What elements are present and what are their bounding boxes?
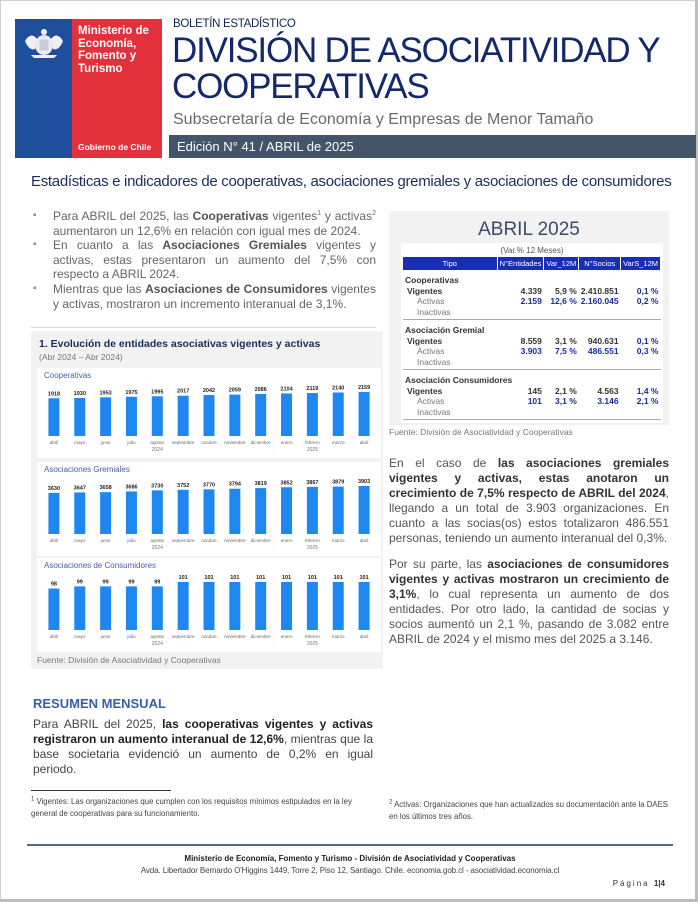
cell-var (544, 357, 579, 370)
table-row (403, 357, 661, 370)
data-label: 1930 (73, 390, 86, 397)
x-tick-label: diciembre (250, 538, 271, 543)
cell-entidades: 8.559 (520, 335, 542, 346)
bar[interactable] (126, 586, 137, 630)
chart-source: Fuente: División de Asociatividad y Cooperativas (37, 655, 221, 665)
text-bold: Asociaciones Gremiales (162, 238, 307, 253)
stats-source: Fuente: División de Asociatividad y Cooperativas (389, 427, 573, 437)
stats-heading: ABRIL 2025 (478, 219, 580, 240)
cell-label: Activas (417, 296, 445, 306)
bar[interactable] (359, 392, 370, 436)
bar[interactable] (126, 491, 137, 534)
table-group-row (403, 270, 661, 286)
cell-vars (621, 407, 661, 420)
cell-label: Activas (417, 346, 445, 356)
logo-red-panel (72, 19, 162, 158)
bar[interactable] (74, 398, 85, 436)
cell-var: 12,6 % (550, 296, 577, 306)
column-header-entidades[interactable]: N°Entidades (497, 257, 544, 270)
page-subtitle: Subsecretaría de Economía y Empresas de Menor Tamaño (173, 111, 594, 128)
x-tick-label: mayo (74, 440, 86, 445)
x-tick-label: septiembre (171, 440, 195, 445)
cell-entidades (497, 357, 544, 370)
text: vigentes (268, 209, 318, 223)
column-header-tipo[interactable]: Tipo (403, 257, 497, 270)
x-tick-label: octubre (201, 634, 217, 639)
stats-table-container (401, 243, 663, 423)
stats-var-note: (Var.% 12 Meses) (500, 246, 564, 255)
cell-label: Vigentes (407, 335, 443, 346)
x-tick-label: enero (280, 634, 293, 639)
group-name: Asociación Gremial (405, 325, 485, 335)
chart-panel-subtitle: (Abr 2024 – Abr 2024) (39, 352, 123, 362)
data-label: 3730 (151, 483, 164, 490)
data-label: 3770 (202, 482, 216, 489)
footnote-2 (389, 799, 669, 823)
ministry-line: Economía, (78, 37, 137, 50)
cell-var (544, 307, 579, 320)
cell-var (544, 407, 579, 420)
bar[interactable] (48, 589, 59, 630)
cell-var: 3,1 % (555, 335, 577, 346)
chart-title: Asociaciones de Consumidores (44, 561, 157, 570)
title-line-2: COOPERATIVAS (172, 67, 429, 106)
stats-table-body (403, 270, 661, 420)
text: aumentaron un 12,6% en relación con igual mes de 2024. (53, 223, 361, 238)
ministry-line: Ministerio de (78, 25, 149, 37)
page-word: Página (612, 879, 650, 888)
bar[interactable] (204, 489, 215, 534)
bulletin-kicker: BOLETÍN ESTADÍSTICO (173, 18, 296, 30)
bar[interactable] (307, 582, 318, 630)
text-bold: las asociaciones gremiales vigentes y activas, estas anotaron un crecimiento de 7,5% respecto de ABRIL del 2024 (389, 456, 669, 500)
year-group-label: 2025 (306, 641, 318, 647)
cell-vars: 0,2 % (636, 296, 659, 306)
data-label: 101 (204, 575, 214, 581)
data-label: 3658 (99, 485, 112, 492)
footnote-number: 2 (389, 799, 393, 806)
cell-var: 5,9 % (555, 285, 577, 296)
x-tick-label: diciembre (250, 440, 271, 445)
data-label: 3879 (332, 479, 345, 486)
year-group-label: 2024 (151, 641, 163, 647)
highlight-item (31, 282, 376, 311)
text: , lo cual representa un aumento de dos entidades. Por otro lado, la cantidad de socias y socios aumentó un 2,1 %, pasando de 3.082 entre ABRIL de 2024 y el mismo mes del 2025 a 3.146. (389, 587, 669, 646)
data-label: 2140 (332, 385, 345, 392)
table-group-row (403, 320, 661, 336)
bar[interactable] (100, 397, 111, 436)
year-group-label: 2025 (306, 447, 318, 453)
cell-var: 3,1 % (555, 396, 577, 406)
data-label: 2119 (306, 386, 319, 393)
cell-vars: 0,1 % (636, 285, 659, 296)
bar[interactable] (100, 586, 111, 630)
cell-label: Inactivas (403, 407, 497, 420)
table-row (403, 307, 661, 320)
cell-socios (579, 307, 621, 320)
x-tick-label: junio (100, 440, 111, 445)
cell-vars: 1,4 % (636, 385, 659, 396)
page-current: 1 (653, 879, 659, 888)
x-tick-label: julio (127, 538, 136, 543)
coat-of-arms-icon (21, 27, 67, 61)
text: y activas (321, 209, 373, 223)
data-label: 3852 (280, 480, 293, 487)
bar[interactable] (229, 489, 240, 534)
text: vigentes y activas, mostraron un incremento interanual de 3,1%. (53, 281, 376, 311)
data-label: 101 (307, 575, 317, 581)
cell-socios: 2.410.851 (580, 285, 619, 296)
edition-label: Edición N° 41 / ABRIL de 2025 (177, 139, 354, 154)
x-tick-label: agosto (150, 440, 165, 445)
cell-vars: 2,1 % (636, 396, 659, 406)
data-label: 98 (50, 581, 57, 588)
text: vigentes y activas, estas presentaron un aumento del 7,5% con respecto a ABRIL 2024. (53, 238, 376, 282)
footnote-text: Activas: Organizaciones que han actualizados su documentación ante la DAES en los últimos tres años. (389, 800, 668, 821)
cell-entidades: 145 (527, 385, 542, 396)
data-label: 3867 (306, 479, 319, 486)
footnote-text: Vigentes: Las organizaciones que cumplen con los requisitos mínimos estipulados en la ley general de cooperativas para su funcionamiento. (31, 797, 352, 818)
page-total: 4 (660, 879, 665, 888)
bar[interactable] (255, 582, 266, 630)
bar-chart-svg (37, 462, 381, 556)
bar[interactable] (74, 586, 85, 630)
cell-label: Inactivas (403, 307, 497, 320)
table-row (403, 407, 661, 420)
cell-entidades: 2.159 (520, 296, 542, 306)
cell-socios: 940.631 (587, 335, 619, 346)
cell-entidades (497, 407, 544, 420)
text: Para ABRIL del 2025, las (53, 209, 193, 223)
text: Para ABRIL del 2025, (33, 717, 163, 731)
x-tick-label: mayo (74, 634, 86, 639)
data-label: 101 (359, 575, 369, 581)
ministry-line: Fomento y (78, 50, 137, 62)
text-bold: las cooperativas vigentes y activas registraron un aumento interanual de 12,6% (33, 717, 373, 746)
x-tick-label: enero (280, 538, 293, 543)
x-tick-label: abril (359, 538, 369, 543)
page-title (172, 33, 692, 105)
data-label: 3819 (254, 481, 267, 488)
footnote-number: 1 (31, 796, 35, 803)
chart-cooperativas (37, 368, 381, 458)
bar[interactable] (281, 582, 292, 630)
text: En cuanto a las (53, 238, 163, 253)
bar[interactable] (255, 488, 266, 534)
text: , mientras que la base societaria evidenció un aumento de 0,2% en igual periodo. (33, 732, 373, 776)
edition-bar (169, 135, 696, 158)
cell-socios: 4.563 (597, 385, 619, 396)
footnote-ref[interactable]: 2 (372, 210, 376, 217)
data-label: 1953 (99, 390, 112, 397)
x-tick-label: julio (127, 440, 136, 445)
x-tick-label: diciembre (250, 634, 271, 639)
x-tick-label: enero (280, 440, 293, 445)
cell-entidades (497, 307, 544, 320)
text: Por su parte, las (389, 557, 488, 571)
chart-title: Cooperativas (44, 371, 92, 380)
bar[interactable] (126, 397, 137, 436)
data-label: 3686 (125, 484, 138, 491)
column-header-var[interactable]: Var_12M (544, 257, 579, 270)
data-label: 101 (281, 575, 292, 581)
data-label: 3903 (357, 479, 371, 485)
bar[interactable] (178, 396, 189, 436)
bar[interactable] (281, 487, 292, 534)
x-tick-label: octubre (201, 440, 217, 445)
column-header-socios[interactable]: N°Socios (579, 257, 621, 270)
table-group-row (403, 370, 661, 386)
text-bold: Cooperativas (192, 209, 269, 223)
logo-blue-panel (15, 19, 72, 158)
footnote-ref[interactable]: 1 (317, 210, 322, 217)
cell-entidades: 3.903 (520, 346, 542, 356)
bar-chart-svg (37, 558, 381, 652)
x-tick-label: febrero (305, 634, 320, 639)
bar[interactable] (178, 490, 189, 534)
year-group-label: 2024 (151, 545, 163, 551)
footnote-1 (31, 796, 371, 820)
cell-entidades: 101 (527, 396, 542, 406)
table-row (403, 286, 661, 297)
x-tick-label: abril (49, 538, 59, 543)
page-number: Página 1|4 (612, 879, 665, 888)
data-label: 3630 (47, 485, 61, 492)
data-label: 101 (256, 575, 266, 581)
x-tick-label: agosto (150, 538, 165, 543)
cell-label: Activas (417, 396, 445, 406)
cell-label: Inactivas (403, 357, 497, 370)
bar[interactable] (307, 487, 318, 534)
x-tick-label: noviembre (224, 634, 246, 639)
cell-label: Vigentes (407, 385, 443, 396)
bar[interactable] (48, 398, 59, 436)
table-header-row (403, 257, 661, 270)
cell-socios: 486.551 (587, 346, 619, 356)
x-tick-label: abril (49, 440, 59, 445)
cell-var: 2,1 % (555, 385, 577, 396)
cell-socios: 2.160.045 (580, 296, 619, 306)
cell-entidades: 4.339 (520, 285, 542, 296)
cell-var: 7,5 % (555, 346, 577, 356)
x-tick-label: noviembre (224, 538, 246, 543)
data-label: 1995 (151, 389, 164, 396)
data-label: 3794 (228, 481, 241, 488)
bar[interactable] (359, 486, 370, 534)
x-tick-label: junio (100, 634, 111, 639)
bar[interactable] (204, 582, 215, 630)
divider (31, 327, 376, 328)
data-label: 2104 (280, 386, 293, 393)
government-logo (15, 19, 162, 158)
government-name: Gobierno de Chile (78, 142, 152, 152)
bar[interactable] (100, 492, 111, 534)
data-label: 101 (230, 575, 240, 581)
bar[interactable] (48, 493, 59, 534)
data-label: 3647 (73, 485, 86, 492)
x-tick-label: noviembre (224, 440, 246, 445)
bar[interactable] (152, 586, 163, 630)
text-bold: asociaciones de consumidores vigentes y activas mostraron un crecimiento de 3,1% (389, 557, 669, 601)
data-label: 2086 (254, 386, 267, 393)
cell-socios (579, 407, 621, 420)
x-tick-label: marzo (331, 440, 345, 445)
x-tick-label: abril (359, 634, 369, 639)
x-tick-label: abril (49, 634, 59, 639)
cell-vars (621, 357, 661, 370)
highlight-item (31, 238, 376, 282)
bar[interactable] (152, 490, 163, 534)
data-label: 99 (76, 579, 83, 586)
title-line-1: DIVISIÓN DE ASOCIATIVIDAD Y (172, 31, 660, 70)
text: En el caso de (389, 456, 498, 470)
bar[interactable] (204, 395, 215, 436)
bar[interactable] (333, 582, 344, 630)
group-name: Cooperativas (405, 275, 459, 285)
bar[interactable] (152, 396, 163, 436)
stats-table (403, 257, 661, 420)
chart-title: Asociaciones Gremiales (44, 465, 130, 474)
bar[interactable] (229, 582, 240, 630)
section-title: Estadísticas e indicadores de cooperativas, asociaciones gremiales y asociaciones de consumidores (31, 173, 672, 190)
data-label: 2159 (357, 385, 371, 391)
year-group-label: 2024 (151, 447, 163, 453)
data-label: 2059 (228, 387, 241, 394)
bar[interactable] (359, 582, 370, 630)
ministry-name (78, 25, 149, 75)
chart-gremiales (37, 462, 381, 556)
x-tick-label: octubre (201, 538, 217, 543)
table-row (403, 296, 661, 307)
x-tick-label: febrero (305, 538, 320, 543)
data-label: 1975 (125, 389, 138, 396)
x-tick-label: mayo (74, 538, 86, 543)
x-tick-label: septiembre (171, 634, 195, 639)
table-row (403, 346, 661, 357)
x-tick-label: septiembre (171, 538, 195, 543)
highlight-item (31, 209, 376, 238)
data-label: 1918 (47, 391, 61, 398)
cell-socios (579, 357, 621, 370)
group-name: Asociación Consumidores (405, 375, 513, 385)
cell-label: Vigentes (407, 285, 443, 296)
bar[interactable] (255, 394, 266, 436)
data-label: 99 (154, 579, 161, 586)
footer-org: Ministerio de Economía, Fomento y Turismo - División de Asociatividad y Cooperativas (184, 854, 516, 863)
data-label: 2042 (202, 388, 216, 395)
chart-panel (31, 331, 383, 669)
text: , llegando a un total de 3.903 organizaciones. En cuanto a las socias(os) estos totalizaron 486.551 personas, teniendo un aumento interanual del 0,3%. (389, 486, 669, 545)
cell-socios: 3.146 (597, 396, 619, 406)
x-tick-label: marzo (331, 538, 345, 543)
paragraph-consumidores (389, 557, 669, 647)
x-tick-label: febrero (305, 440, 320, 445)
data-label: 101 (333, 575, 343, 581)
cell-vars: 0,3 % (636, 346, 659, 356)
text: Mientras que las (53, 281, 146, 296)
bar[interactable] (229, 395, 240, 436)
data-label: 3752 (177, 482, 190, 489)
bar[interactable] (178, 582, 189, 630)
table-row (403, 386, 661, 397)
table-row (403, 336, 661, 347)
footer-divider (27, 844, 673, 846)
paragraph-gremiales (389, 456, 669, 546)
chart-panel-title: 1. Evolución de entidades asociativas vigentes y activas (39, 338, 321, 350)
bar[interactable] (307, 393, 318, 436)
ministry-line: Turismo (78, 62, 123, 75)
x-tick-label: abril (359, 440, 369, 445)
footnote-divider (31, 790, 171, 791)
resumen-text (33, 717, 373, 777)
bar[interactable] (74, 492, 85, 534)
cell-vars: 0,1 % (636, 335, 659, 346)
x-tick-label: julio (127, 634, 136, 639)
column-header-vars[interactable]: VarS_12M (621, 257, 661, 270)
footer-address: Avda. Libertador Bernardo O'Higgins 1449, Torre 2, Piso 12, Santiago. Chile. economia.gob.cl - asociatividad.economia.cl (140, 866, 560, 875)
resumen-title: RESUMEN MENSUAL (33, 696, 166, 711)
highlights-list (31, 209, 376, 311)
data-label: 101 (178, 575, 188, 581)
bar[interactable] (333, 392, 344, 436)
data-label: 99 (102, 579, 109, 586)
data-label: 2017 (177, 388, 190, 395)
chart-consumidores (37, 558, 381, 652)
year-group-label: 2025 (306, 545, 318, 551)
x-tick-label: marzo (331, 634, 345, 639)
x-tick-label: junio (100, 538, 111, 543)
data-label: 99 (128, 579, 135, 586)
bar[interactable] (281, 393, 292, 436)
bar[interactable] (333, 487, 344, 534)
cell-vars (621, 307, 661, 320)
text-bold: Asociaciones de Consumidores (145, 281, 328, 296)
x-tick-label: agosto (150, 634, 165, 639)
table-row (403, 396, 661, 407)
bar-chart-svg (37, 368, 381, 458)
stats-panel (389, 211, 669, 425)
